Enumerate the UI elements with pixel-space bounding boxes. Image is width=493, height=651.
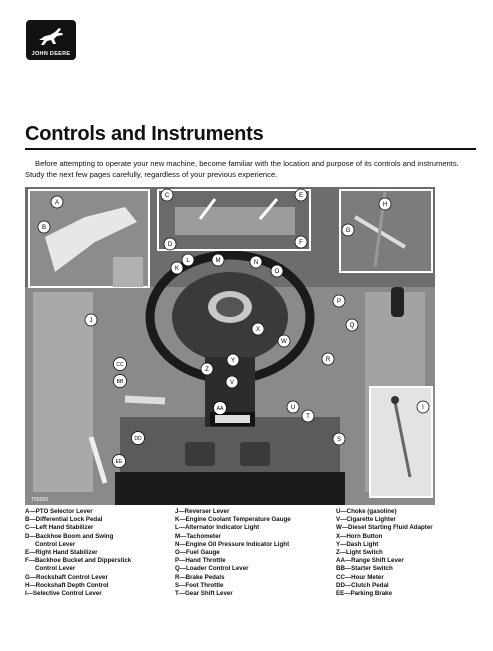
svg-text:K: K [174,266,180,272]
callout-C [161,189,173,201]
legend-item: G—Rockshaft Control Lever [25,573,108,581]
leaping-deer-icon [36,24,66,48]
svg-text:P: P [336,299,342,305]
svg-text:G: G [345,228,351,234]
legend-item: H—Rockshaft Depth Control [25,581,109,589]
callout-I [417,401,429,413]
svg-text:EE: EE [115,459,123,465]
legend-item: Y—Dash Light [336,540,379,548]
legend-item: BB—Starter Switch [336,565,393,573]
svg-text:L: L [186,258,190,264]
callout-DD [132,432,145,445]
intro-paragraph: Before attempting to operate your new machine, become familiar with the location and purpose of its controls and instruments. Study the next few pages carefully, regardless of your previous experience. [25,159,459,179]
callout-X [252,323,264,335]
figure-code: T55093 [31,497,48,503]
svg-text:J: J [89,318,93,324]
callout-AA [214,402,227,415]
callout-EE [113,455,126,468]
svg-text:D: D [167,242,173,248]
callout-CC [114,358,127,371]
legend-item: J—Reverser Lever [175,508,230,515]
callout-R [322,353,334,365]
legend-item: X—Horn Button [336,532,383,540]
legend-item: W—Diesel Starting Fluid Adapter [336,524,433,532]
svg-text:C: C [164,193,170,199]
callout-D [164,238,176,250]
callout-U [287,401,299,413]
legend-item: E—Right Hand Stabilizer [25,549,98,557]
legend-column-1 [25,508,131,598]
svg-text:W: W [281,339,287,345]
legend-item: N—Engine Oil Pressure Indicator Light [175,540,290,548]
svg-text:I: I [422,405,424,411]
svg-text:BB: BB [116,379,124,385]
callout-L [182,254,194,266]
callout-Q [346,319,358,331]
callout-A [51,196,63,208]
svg-text:X: X [255,327,261,333]
svg-text:Q: Q [349,323,355,329]
page-title: Controls and Instruments [25,123,264,145]
callout-B [38,221,50,233]
svg-text:R: R [325,357,331,363]
callout-Z [201,363,213,375]
legend-item: Q—Loader Control Lever [175,565,249,573]
callout-S [333,433,345,445]
svg-text:F: F [299,240,303,246]
callout-K [171,262,183,274]
svg-text:CC: CC [116,362,124,368]
callout-F [295,236,307,248]
svg-text:O: O [274,269,280,275]
legend-item: M—Tachometer [175,532,221,540]
legend-item: CC—Hour Meter [336,573,384,581]
callout-G [342,224,354,236]
svg-text:T: T [306,414,310,420]
legend-item: EE—Parking Brake [336,590,393,598]
legend-item-continuation: Control Lever [35,540,76,548]
callout-O [271,265,283,277]
callout-W [278,335,290,347]
legend-item-continuation: Control Lever [35,565,76,573]
callout-H [379,198,391,210]
callout-T [302,410,314,422]
svg-text:A: A [54,200,60,206]
legend-item: AA—Range Shift Lever [336,557,404,565]
legend-item: V—Cigarette Lighter [336,516,396,524]
legend-column-3 [336,508,433,598]
logo-text: JOHN DEERE [31,51,71,57]
legend-item: D—Backhoe Boom and Swing [25,532,114,540]
svg-text:U: U [290,405,296,411]
callout-V [226,376,238,388]
svg-text:B: B [41,225,47,231]
legend-item: T—Gear Shift Lever [175,590,233,598]
legend-item: C—Left Hand Stabilizer [25,524,94,532]
svg-text:M: M [215,258,221,264]
legend-item: K—Engine Coolant Temperature Gauge [175,516,291,524]
legend-item: Z—Light Switch [336,549,383,557]
legend-item: P—Hand Throttle [175,557,226,565]
title-rule [25,148,476,150]
svg-text:AA: AA [216,406,224,412]
svg-text:Z: Z [205,367,209,373]
legend-column-2 [175,508,291,598]
svg-text:N: N [253,260,259,266]
legend-item: U—Choke (gasoline) [336,508,397,515]
callout-P [333,295,345,307]
svg-text:S: S [336,437,342,443]
svg-text:DD: DD [134,436,142,442]
svg-text:Y: Y [230,358,236,364]
callout-BB [114,375,127,388]
callout-E [295,189,307,201]
legend-item: DD—Clutch Pedal [336,581,389,589]
svg-text:E: E [298,193,304,199]
legend-item: A—PTO Selector Lever [25,508,93,515]
legend-item: B—Differential Lock Pedal [25,516,103,524]
legend-item: S—Foot Throttle [175,581,224,589]
svg-text:H: H [382,202,388,208]
legend-item: O—Fuel Gauge [175,549,220,557]
callout-N [250,256,262,268]
svg-text:V: V [229,380,235,386]
legend-item: I—Selective Control Lever [25,590,102,598]
legend-item: L—Alternator Indicator Light [175,524,260,532]
legend-item: F—Backhoe Bucket and Dipperstick [25,557,132,565]
john-deere-logo [26,20,76,60]
callout-J [85,314,97,326]
controls-photo [25,187,435,505]
callout-Y [227,354,239,366]
legend-item: R—Brake Pedals [175,573,225,581]
callout-M [212,254,224,266]
